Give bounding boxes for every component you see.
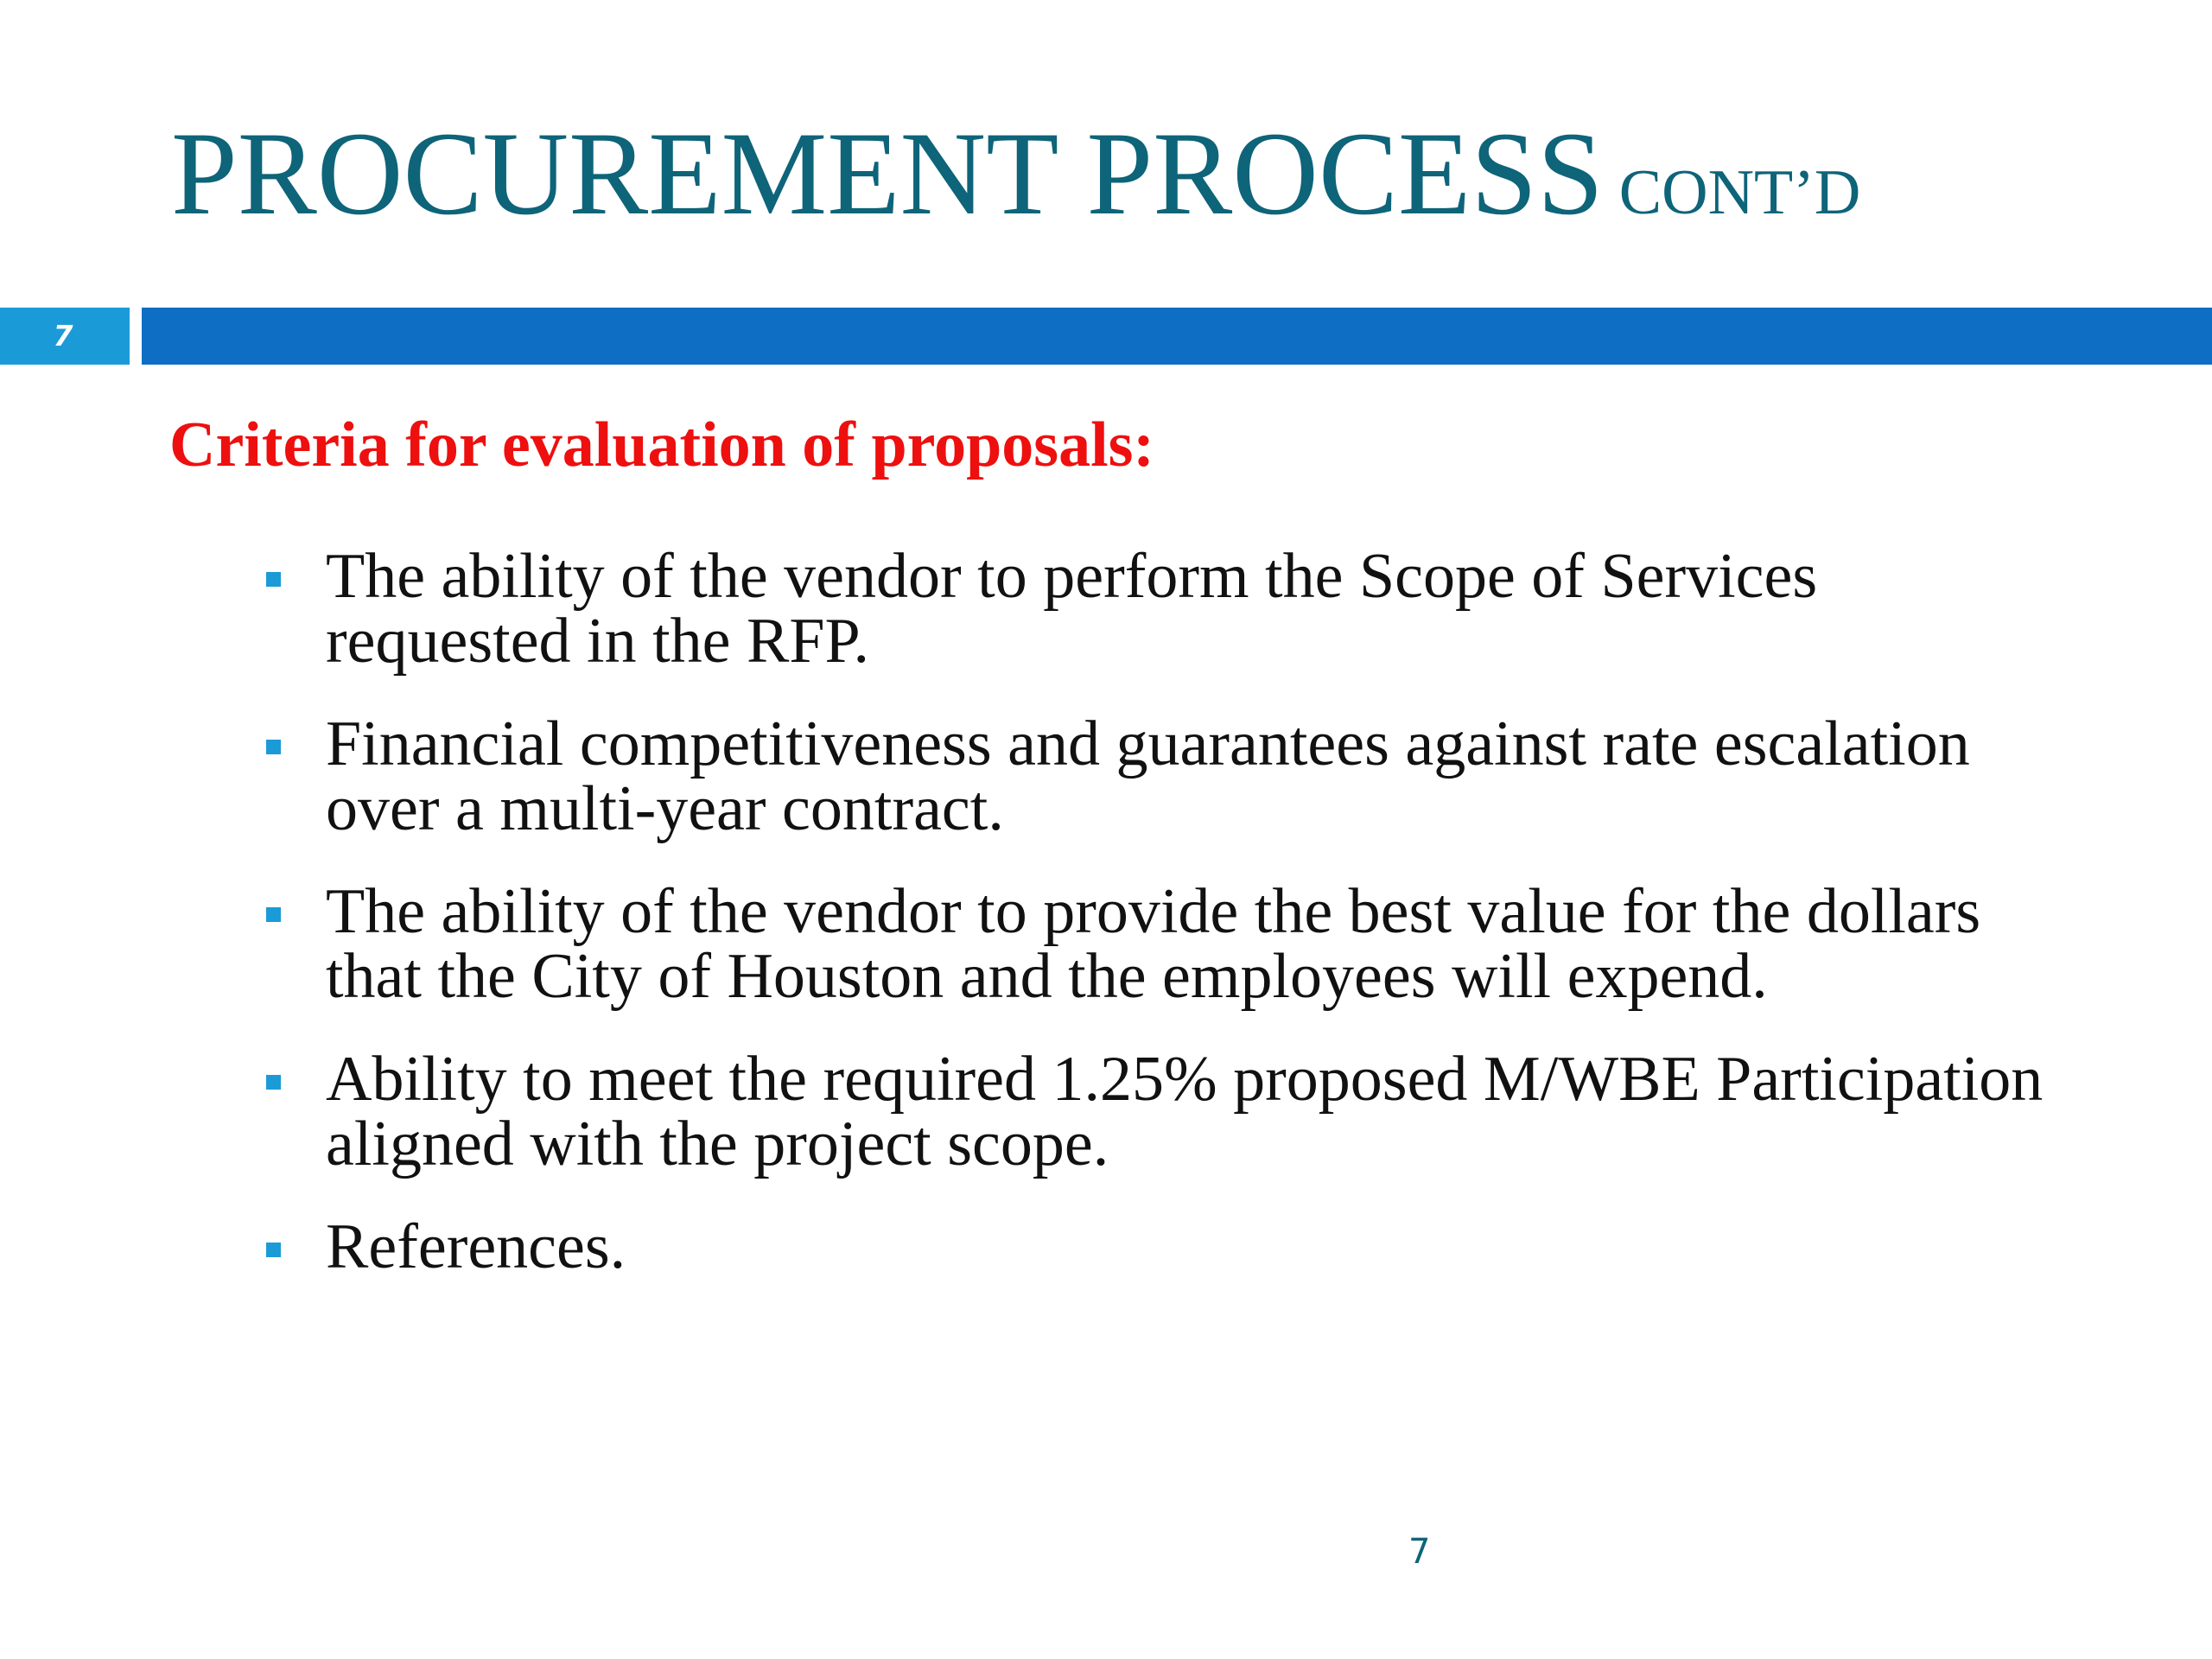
list-item-text: Financial competitiveness and guarantees against rate escalation over a multi-year contract. — [326, 709, 1970, 844]
list-item — [259, 1211, 2074, 1282]
list-item-text: The ability of the vendor to perform the Scope of Services requested in the RFP. — [326, 541, 1818, 677]
slide-title — [171, 107, 1861, 239]
list-item — [259, 876, 2074, 1012]
square-bullet-icon — [266, 572, 281, 587]
square-bullet-icon — [266, 907, 281, 922]
list-item — [259, 709, 2074, 844]
section-heading: Criteria for evaluation of proposals: — [169, 410, 1155, 480]
title-divider-band — [142, 308, 2212, 365]
slide-title-sub: CONT’D — [1618, 157, 1861, 228]
square-bullet-icon — [266, 1075, 281, 1090]
slide-title-main: PROCUREMENT PROCESS — [171, 107, 1604, 239]
list-item-text: References. — [326, 1211, 626, 1282]
list-item-text: The ability of the vendor to provide the best value for the dollars that the City of Houston and the employees will expend. — [326, 876, 1981, 1012]
list-item — [259, 541, 2074, 677]
band-slide-number: 7 — [53, 319, 73, 353]
square-bullet-icon — [266, 1243, 281, 1257]
page-number: 7 — [1408, 1532, 1431, 1572]
list-item-text: Ability to meet the required 1.25% proposed M/WBE Participation aligned with the project scope. — [326, 1044, 2044, 1179]
list-item — [259, 1044, 2074, 1179]
square-bullet-icon — [266, 740, 281, 754]
slide-number-band — [0, 308, 130, 365]
criteria-list — [259, 541, 2074, 1318]
